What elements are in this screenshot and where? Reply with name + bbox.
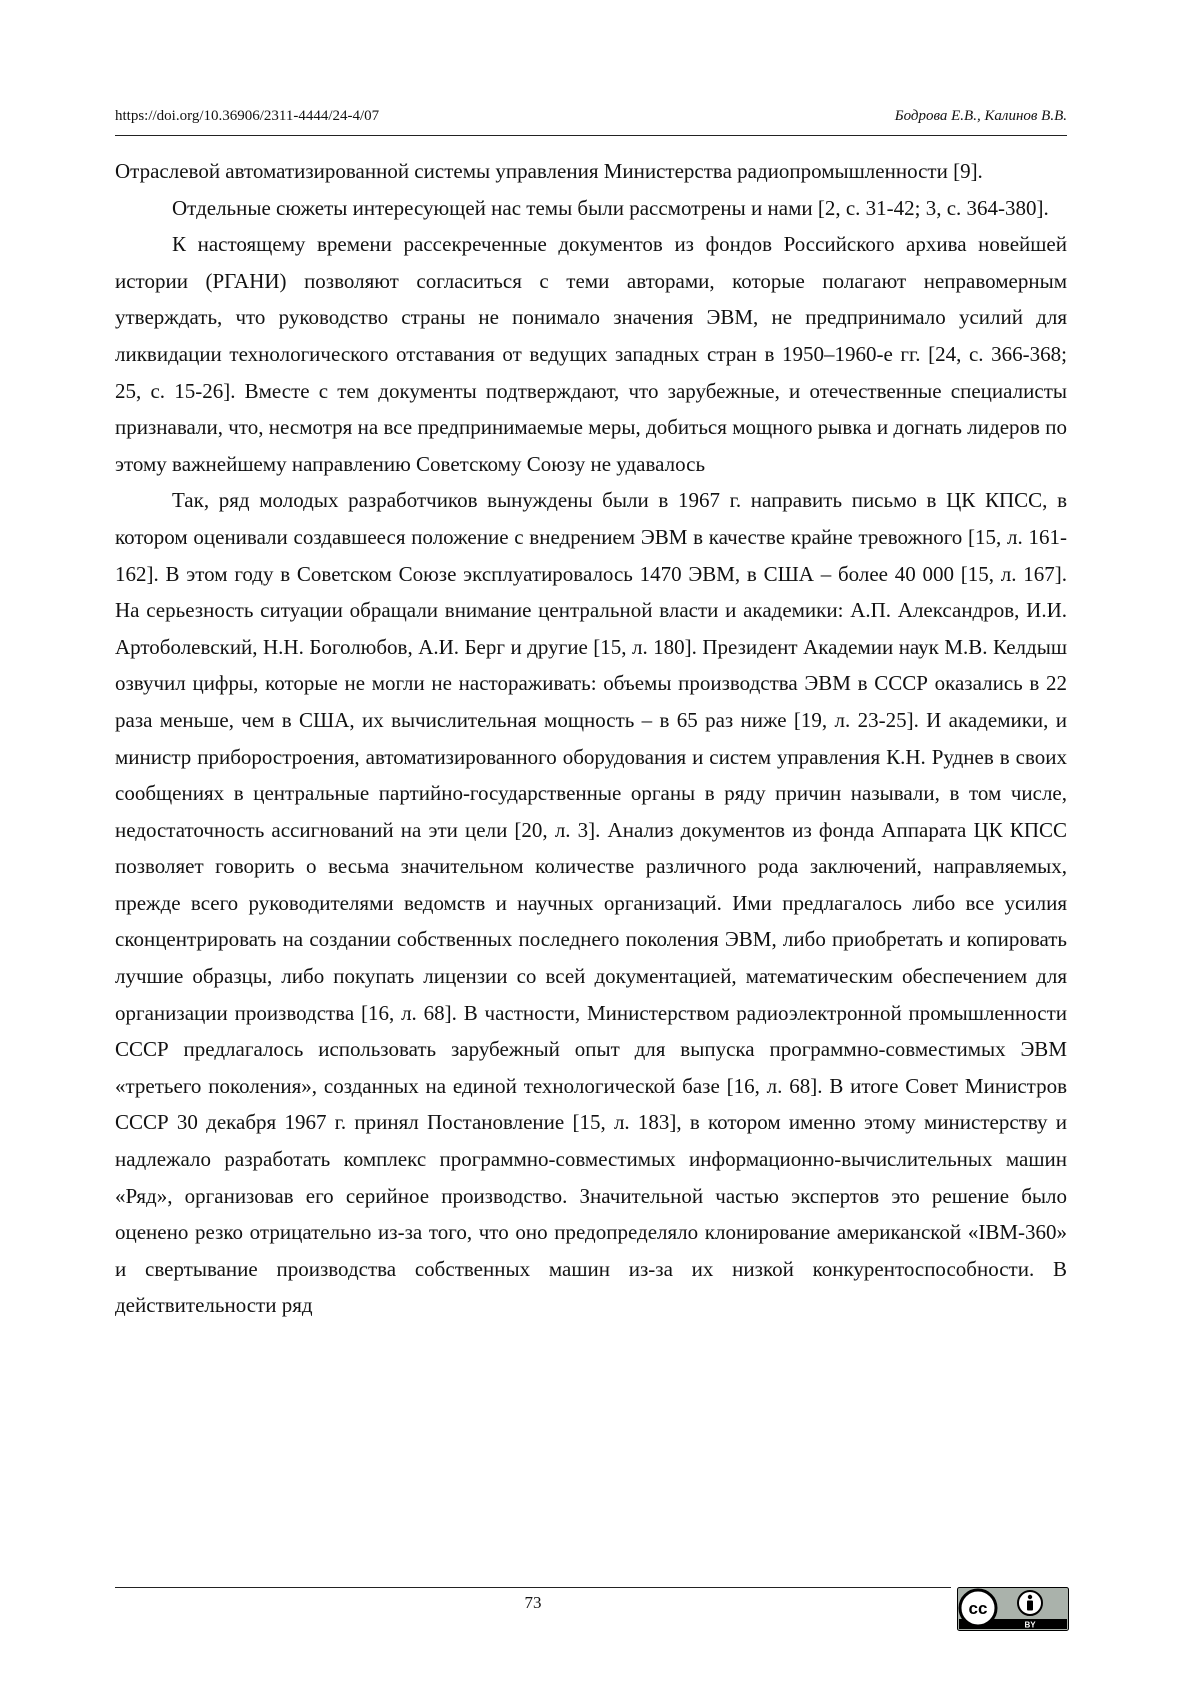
- paragraph: Так, ряд молодых разработчиков вынуждены были в 1967 г. направить письмо в ЦК КПСС, в котором оценивали создавшееся положение с внедрением ЭВМ в качестве крайне тревожного [15, л. 161-162]. В этом году в Советском Союзе эксплуатировалось 1470 ЭВМ, в США – более 40 000 [15, л. 167]. На серьезность ситуации обращали внимание центральной власти и академики: А.П. Александров, И.И. Артоболевский, Н.Н. Боголюбов, А.И. Берг и другие [15, л. 180]. Президент Академии наук М.В. Келдыш озвучил цифры, которые не могли не настораживать: объемы производства ЭВМ в СССР оказались в 22 раза меньше, чем в США, их вычислительная мощность – в 65 раз ниже [19, л. 23-25]. И академики, и министр приборостроения, автоматизированного оборудования и систем управления К.Н. Руднев в своих сообщениях в центральные партийно-государственные органы в ряду причин называли, в том числе, недостаточность ассигнований на эти цели [20, л. 3]. Анализ документов из фонда Аппарата ЦК КПСС позволяет говорить о весьма значительном количестве различного рода заключений, направляемых, прежде всего руководителями ведомств и научных организаций. Ими предлагалось либо все усилия сконцентрировать на создании собственных последнего поколения ЭВМ, либо приобретать и копировать лучшие образцы, либо покупать лицензии со всей документацией, математическим обеспечением для организации производства [16, л. 68]. В частности, Министерством радиоэлектронной промышленности СССР предлагалось использовать зарубежный опыт для выпуска программно-совместимых ЭВМ «третьего поколения», созданных на единой технологической базе [16, л. 68]. В итоге Совет Министров СССР 30 декабря 1967 г. принял Постановление [15, л. 183], в котором именно этому министерству и надлежало разработать комплекс программно-совместимых информационно-вычислительных машин «Ряд», организовав его серийное производство. Значительной частью экспертов это решение было оценено резко отрицательно из-за того, что оно предопределяло клонирование американской «IBM-360» и свертывание производства собственных машин из-за их низкой конкурентоспособности. В действительности ряд: [115, 488, 1067, 1318]
- running-authors: Бодрова Е.В., Калинов В.В.: [894, 108, 1067, 124]
- header-divider: [115, 135, 1067, 136]
- paragraph: К настоящему времени рассекреченные документов из фондов Российского архива новейшей истории (РГАНИ) позволяют согласиться с теми авторами, которые полагают неправомерным утверждать, что руководство страны не понимало значения ЭВМ, не предпринимало усилий для ликвидации технологического отставания от ведущих западных стран в 1950–1960-е гг. [24, с. 366-368; 25, с. 15-26]. Вместе с тем документы подтверждают, что зарубежные, и отечественные специалисты признавали, что, несмотря на все предпринимаемые меры, добиться мощного рывка и догнать лидеров по этому важнейшему направлению Советскому Союзу не удавалось: [115, 232, 1067, 476]
- paragraph-continuation: Отраслевой автоматизированной системы управления Министерства радиопромышленности [9].: [115, 159, 983, 183]
- cc-by-text: BY: [1024, 1620, 1036, 1630]
- page-number: 73: [524, 1593, 542, 1612]
- paragraph: Отдельные сюжеты интересующей нас темы были рассмотрены и нами [2, с. 31-42; 3, с. 364-380].: [172, 195, 1049, 220]
- footer-divider: [115, 1587, 951, 1588]
- page-header: [115, 102, 1067, 130]
- svg-text:cc: cc: [968, 1599, 988, 1618]
- cc-by-license-icon: [957, 1587, 1069, 1631]
- article-body: [115, 153, 1067, 1324]
- doi-link[interactable]: https://doi.org/10.36906/2311-4444/24-4/07: [115, 108, 380, 124]
